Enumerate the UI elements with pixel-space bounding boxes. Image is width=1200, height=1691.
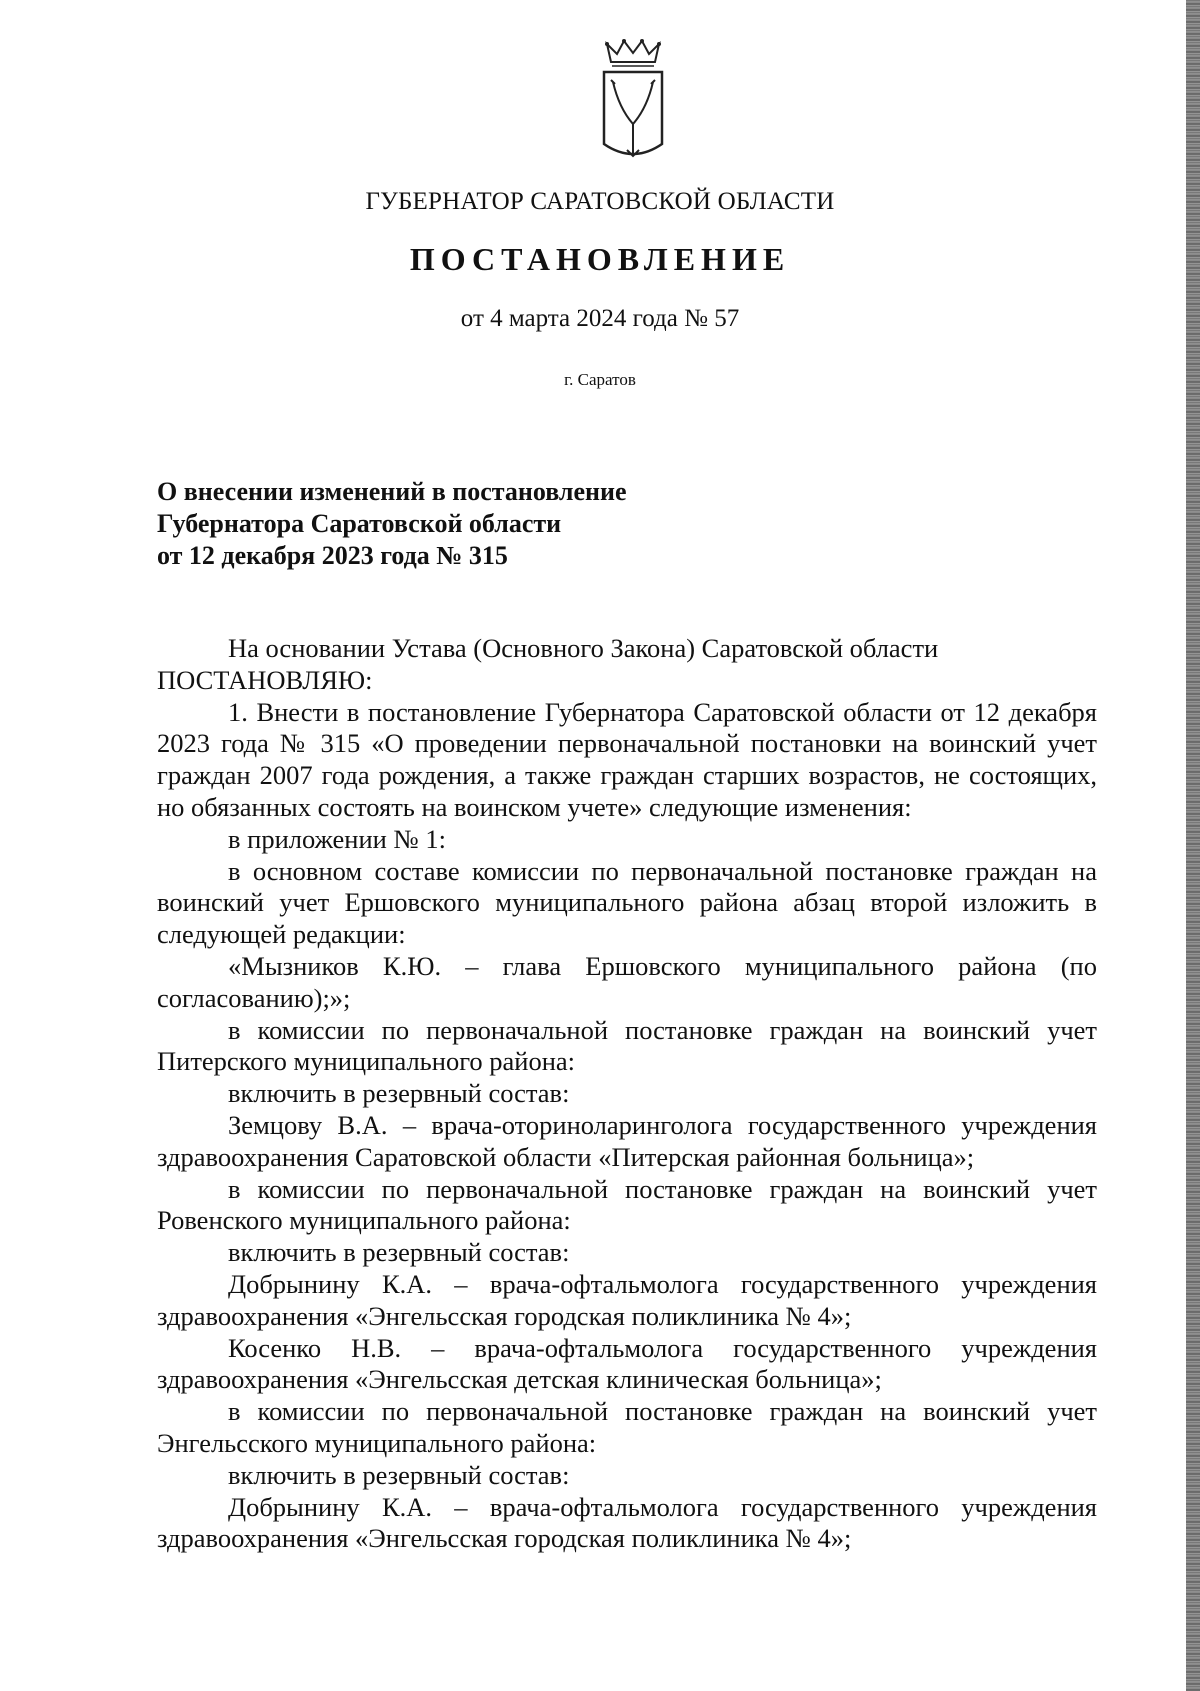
body-paragraph: «Мызников К.Ю. – глава Ершовского муниципального района (по согласованию);»; <box>157 950 1097 1013</box>
body-paragraph: в комиссии по первоначальной постановке граждан на воинский учет Ровенского муниципального района: <box>157 1173 1097 1236</box>
document-city: г. Саратов <box>564 370 636 389</box>
body-paragraph: Добрынину К.А. – врача-офтальмолога государственного учреждения здравоохранения «Энгельсская городская поликлиника № 4»; <box>157 1491 1097 1554</box>
body-paragraph-decree: ПОСТАНОВЛЯЮ: <box>157 664 373 695</box>
body-paragraph: в основном составе комиссии по первоначальной постановке граждан на воинский учет Ершовского муниципального района абзац второй изложить в следующей редакции: <box>157 855 1097 950</box>
issuing-authority: ГУБЕРНАТОР САРАТОВСКОЙ ОБЛАСТИ <box>365 188 835 215</box>
document-type: ПОСТАНОВЛЕНИЕ <box>409 241 791 277</box>
body-paragraph: Косенко Н.В. – врача-офтальмолога государственного учреждения здравоохранения «Энгельсская детская клиническая больница»; <box>157 1332 1097 1395</box>
subject-line: от 12 декабря 2023 года № 315 <box>157 541 508 570</box>
document-date-number: от 4 марта 2024 года № 57 <box>460 305 740 332</box>
subject-line: Губернатора Саратовской области <box>157 509 562 538</box>
body-paragraph: в приложении № 1: <box>228 823 446 854</box>
body-paragraph: На основании Устава (Основного Закона) Саратовской области <box>228 633 939 663</box>
document-subject <box>157 476 757 572</box>
body-paragraph: включить в резервный состав: <box>228 1459 570 1490</box>
document-body <box>157 633 1097 1555</box>
subject-line: О внесении изменений в постановление <box>157 477 627 506</box>
body-paragraph: Добрынину К.А. – врача-офтальмолога государственного учреждения здравоохранения «Энгельсская городская поликлиника № 4»; <box>157 1268 1097 1331</box>
body-paragraph: включить в резервный состав: <box>228 1078 570 1109</box>
body-paragraph: в комиссии по первоначальной постановке граждан на воинский учет Питерского муниципального района: <box>157 1014 1097 1077</box>
body-paragraph: 1. Внести в постановление Губернатора Саратовской области от 12 декабря 2023 года № 315 «О проведении первоначальной постановки на воинский учет граждан 2007 года рождения, а также граждан старших возрастов, не состоящих, но обязанных состоять на воинском учете» следующие изменения: <box>157 696 1097 822</box>
saratov-coat-of-arms-icon <box>597 38 669 166</box>
body-paragraph: включить в резервный состав: <box>228 1237 570 1268</box>
body-paragraph: Земцову В.А. – врача-оториноларинголога государственного учреждения здравоохранения Саратовской области «Питерская районная больница»; <box>157 1109 1097 1172</box>
body-paragraph: в комиссии по первоначальной постановке граждан на воинский учет Энгельсского муниципального района: <box>157 1396 1097 1458</box>
